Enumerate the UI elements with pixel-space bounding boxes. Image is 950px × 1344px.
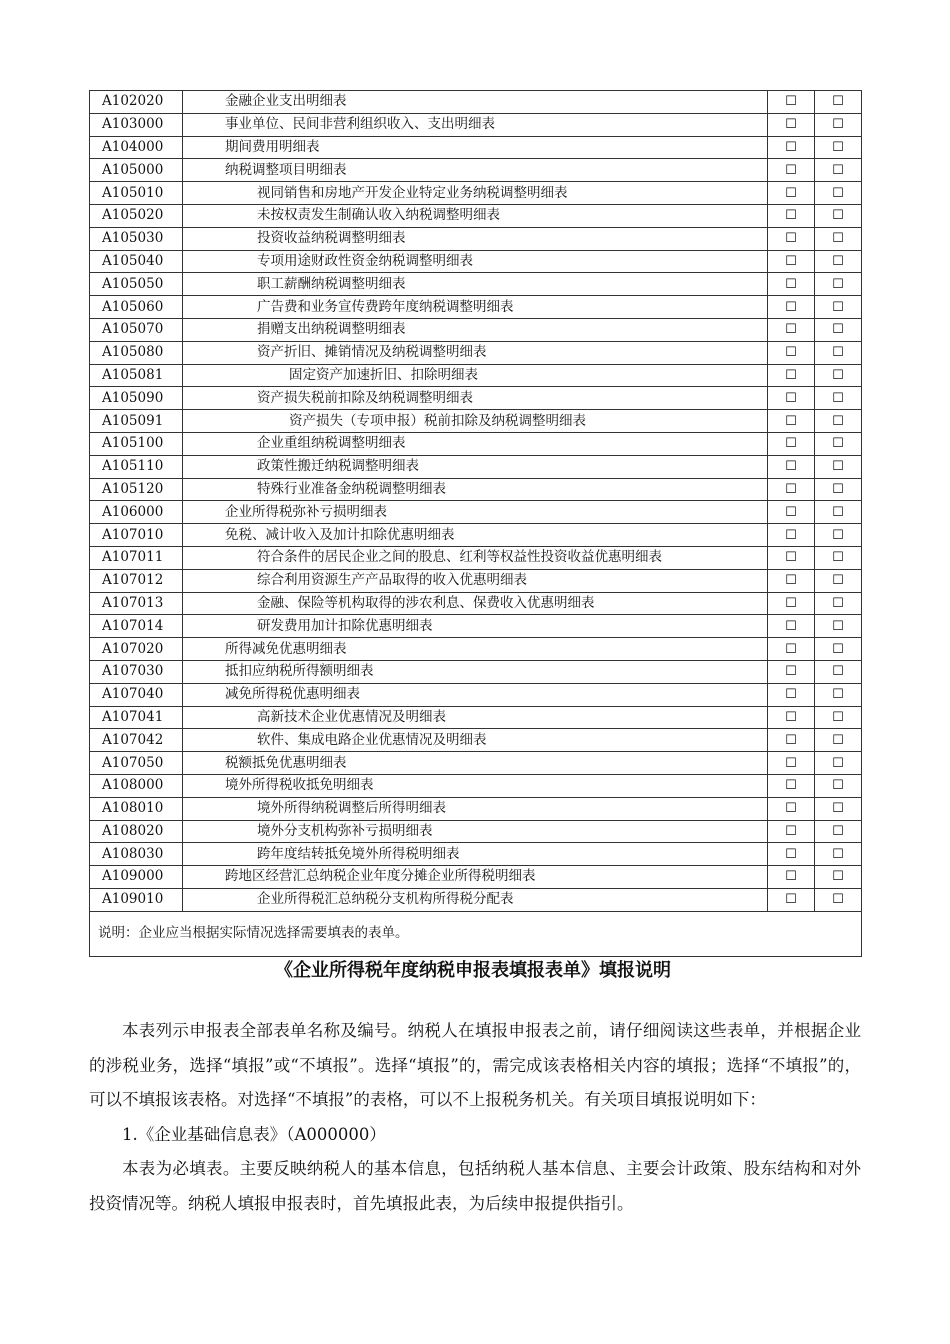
table-row bbox=[90, 91, 862, 114]
no-fill-checkbox[interactable]: ☐ bbox=[815, 227, 862, 250]
table-row bbox=[90, 410, 862, 433]
form-list-table bbox=[89, 90, 862, 957]
fill-checkbox[interactable]: ☐ bbox=[768, 182, 815, 205]
table-row bbox=[90, 774, 862, 797]
form-name: 跨地区经营汇总纳税企业年度分摊企业所得税明细表 bbox=[225, 868, 536, 885]
table-row bbox=[90, 227, 862, 250]
form-name: 特殊行业准备金纳税调整明细表 bbox=[257, 480, 446, 497]
instructions-body bbox=[89, 1014, 861, 1221]
no-fill-checkbox[interactable]: ☐ bbox=[815, 136, 862, 159]
table-row bbox=[90, 660, 862, 683]
form-name: 固定资产加速折旧、扣除明细表 bbox=[289, 366, 478, 383]
form-name: 广告费和业务宣传费跨年度纳税调整明细表 bbox=[257, 298, 514, 315]
no-fill-checkbox[interactable]: ☐ bbox=[815, 524, 862, 547]
no-fill-checkbox[interactable]: ☐ bbox=[815, 364, 862, 387]
fill-checkbox[interactable]: ☐ bbox=[768, 683, 815, 706]
form-code: A107041 bbox=[90, 706, 183, 729]
form-name: 政策性搬迁纳税调整明细表 bbox=[257, 458, 419, 475]
form-code: A105030 bbox=[90, 227, 183, 250]
no-fill-checkbox[interactable]: ☐ bbox=[815, 752, 862, 775]
table-row bbox=[90, 273, 862, 296]
fill-checkbox[interactable]: ☐ bbox=[768, 478, 815, 501]
no-fill-checkbox[interactable]: ☐ bbox=[815, 866, 862, 889]
table-row bbox=[90, 592, 862, 615]
item-heading: 1.《企业基础信息表》（A000000） bbox=[122, 1124, 386, 1144]
form-name-cell bbox=[183, 410, 768, 433]
table-row bbox=[90, 455, 862, 478]
form-name-cell bbox=[183, 273, 768, 296]
table-row bbox=[90, 888, 862, 911]
fill-checkbox[interactable]: ☐ bbox=[768, 524, 815, 547]
form-name: 综合利用资源生产产品取得的收入优惠明细表 bbox=[257, 572, 527, 589]
fill-checkbox[interactable]: ☐ bbox=[768, 136, 815, 159]
form-code: A105020 bbox=[90, 204, 183, 227]
form-name-cell bbox=[183, 752, 768, 775]
table-row bbox=[90, 182, 862, 205]
form-name: 符合条件的居民企业之间的股息、红利等权益性投资收益优惠明细表 bbox=[257, 549, 662, 566]
form-code: A107050 bbox=[90, 752, 183, 775]
form-name: 资产折旧、摊销情况及纳税调整明细表 bbox=[257, 344, 487, 361]
table-note: 说明：企业应当根据实际情况选择需要填表的表单。 bbox=[90, 911, 862, 956]
form-name-cell bbox=[183, 774, 768, 797]
form-name-cell bbox=[183, 204, 768, 227]
table-row bbox=[90, 159, 862, 182]
form-code: A105070 bbox=[90, 318, 183, 341]
no-fill-checkbox[interactable]: ☐ bbox=[815, 478, 862, 501]
table-row bbox=[90, 797, 862, 820]
form-list-body bbox=[90, 91, 862, 912]
form-name: 软件、集成电路企业优惠情况及明细表 bbox=[257, 731, 487, 748]
no-fill-checkbox[interactable]: ☐ bbox=[815, 592, 862, 615]
form-code: A102020 bbox=[90, 91, 183, 114]
form-name-cell bbox=[183, 615, 768, 638]
no-fill-checkbox[interactable]: ☐ bbox=[815, 273, 862, 296]
table-row bbox=[90, 546, 862, 569]
form-name-cell bbox=[183, 341, 768, 364]
no-fill-checkbox[interactable]: ☐ bbox=[815, 820, 862, 843]
form-name: 境外所得纳税调整后所得明细表 bbox=[257, 800, 446, 817]
table-row bbox=[90, 318, 862, 341]
table-row bbox=[90, 432, 862, 455]
table-row bbox=[90, 729, 862, 752]
no-fill-checkbox[interactable]: ☐ bbox=[815, 182, 862, 205]
fill-checkbox[interactable]: ☐ bbox=[768, 91, 815, 114]
form-name: 职工薪酬纳税调整明细表 bbox=[257, 275, 406, 292]
no-fill-checkbox[interactable]: ☐ bbox=[815, 797, 862, 820]
form-name: 所得减免优惠明细表 bbox=[225, 640, 347, 657]
fill-checkbox[interactable]: ☐ bbox=[768, 318, 815, 341]
note-row bbox=[90, 911, 862, 956]
fill-checkbox[interactable]: ☐ bbox=[768, 866, 815, 889]
form-name-cell bbox=[183, 638, 768, 661]
table-row bbox=[90, 250, 862, 273]
form-code: A106000 bbox=[90, 501, 183, 524]
form-name-cell bbox=[183, 888, 768, 911]
fill-checkbox[interactable]: ☐ bbox=[768, 455, 815, 478]
fill-checkbox[interactable]: ☐ bbox=[768, 774, 815, 797]
fill-checkbox[interactable]: ☐ bbox=[768, 227, 815, 250]
no-fill-checkbox[interactable]: ☐ bbox=[815, 341, 862, 364]
table-row bbox=[90, 569, 862, 592]
table-row bbox=[90, 478, 862, 501]
table-row bbox=[90, 683, 862, 706]
form-name-cell bbox=[183, 478, 768, 501]
intro-paragraph: 本表列示申报表全部表单名称及编号。纳税人在填报申报表之前，请仔细阅读这些表单，并根据企业的涉税业务，选择“填报”或“不填报”。选择“填报”的，需完成该表格相关内容的填报；选择“不填报”的，可以不填报该表格。对选择“不填报”的表格，可以不上报税务机关。有关项目填报说明如下： bbox=[89, 1021, 861, 1109]
fill-checkbox[interactable]: ☐ bbox=[768, 706, 815, 729]
form-code: A107010 bbox=[90, 524, 183, 547]
no-fill-checkbox[interactable]: ☐ bbox=[815, 501, 862, 524]
form-name-cell bbox=[183, 250, 768, 273]
form-code: A109000 bbox=[90, 866, 183, 889]
form-code: A105090 bbox=[90, 387, 183, 410]
form-name: 未按权责发生制确认收入纳税调整明细表 bbox=[257, 207, 500, 224]
form-list-section bbox=[89, 90, 857, 957]
form-name: 高新技术企业优惠情况及明细表 bbox=[257, 708, 446, 725]
form-code: A107011 bbox=[90, 546, 183, 569]
fill-checkbox[interactable]: ☐ bbox=[768, 569, 815, 592]
form-name-cell bbox=[183, 524, 768, 547]
fill-checkbox[interactable]: ☐ bbox=[768, 204, 815, 227]
no-fill-checkbox[interactable]: ☐ bbox=[815, 638, 862, 661]
form-name: 企业重组纳税调整明细表 bbox=[257, 435, 406, 452]
form-name: 纳税调整项目明细表 bbox=[225, 161, 347, 178]
form-name-cell bbox=[183, 364, 768, 387]
form-name: 视同销售和房地产开发企业特定业务纳税调整明细表 bbox=[257, 184, 568, 201]
table-row bbox=[90, 706, 862, 729]
table-row bbox=[90, 843, 862, 866]
no-fill-checkbox[interactable]: ☐ bbox=[815, 204, 862, 227]
no-fill-checkbox[interactable]: ☐ bbox=[815, 843, 862, 866]
form-name-cell bbox=[183, 182, 768, 205]
form-code: A107030 bbox=[90, 660, 183, 683]
no-fill-checkbox[interactable]: ☐ bbox=[815, 546, 862, 569]
form-name: 研发费用加计扣除优惠明细表 bbox=[257, 617, 433, 634]
fill-checkbox[interactable]: ☐ bbox=[768, 364, 815, 387]
form-name-cell bbox=[183, 318, 768, 341]
form-name-cell bbox=[183, 729, 768, 752]
table-row bbox=[90, 752, 862, 775]
fill-checkbox[interactable]: ☐ bbox=[768, 592, 815, 615]
form-code: A108000 bbox=[90, 774, 183, 797]
form-code: A107040 bbox=[90, 683, 183, 706]
no-fill-checkbox[interactable]: ☐ bbox=[815, 91, 862, 114]
item-paragraph: 本表为必填表。主要反映纳税人的基本信息，包括纳税人基本信息、主要会计政策、股东结构和对外投资情况等。纳税人填报申报表时，首先填报此表，为后续申报提供指引。 bbox=[89, 1159, 861, 1213]
no-fill-checkbox[interactable]: ☐ bbox=[815, 250, 862, 273]
fill-checkbox[interactable]: ☐ bbox=[768, 296, 815, 319]
form-name-cell bbox=[183, 683, 768, 706]
form-code: A108030 bbox=[90, 843, 183, 866]
no-fill-checkbox[interactable]: ☐ bbox=[815, 660, 862, 683]
form-code: A107013 bbox=[90, 592, 183, 615]
fill-checkbox[interactable]: ☐ bbox=[768, 501, 815, 524]
form-name-cell bbox=[183, 797, 768, 820]
table-row bbox=[90, 204, 862, 227]
form-code: A105040 bbox=[90, 250, 183, 273]
form-name: 抵扣应纳税所得额明细表 bbox=[225, 663, 374, 680]
form-name-cell bbox=[183, 843, 768, 866]
form-name-cell bbox=[183, 387, 768, 410]
table-row bbox=[90, 113, 862, 136]
form-code: A105060 bbox=[90, 296, 183, 319]
table-row bbox=[90, 341, 862, 364]
form-name-cell bbox=[183, 455, 768, 478]
fill-checkbox[interactable]: ☐ bbox=[768, 546, 815, 569]
form-name-cell bbox=[183, 227, 768, 250]
fill-checkbox[interactable]: ☐ bbox=[768, 341, 815, 364]
form-name: 税额抵免优惠明细表 bbox=[225, 754, 347, 771]
form-name-cell bbox=[183, 820, 768, 843]
form-name-cell bbox=[183, 432, 768, 455]
no-fill-checkbox[interactable]: ☐ bbox=[815, 159, 862, 182]
form-name: 免税、减计收入及加计扣除优惠明细表 bbox=[225, 526, 455, 543]
form-name-cell bbox=[183, 569, 768, 592]
no-fill-checkbox[interactable]: ☐ bbox=[815, 455, 862, 478]
no-fill-checkbox[interactable]: ☐ bbox=[815, 729, 862, 752]
no-fill-checkbox[interactable]: ☐ bbox=[815, 683, 862, 706]
table-row bbox=[90, 296, 862, 319]
table-row bbox=[90, 866, 862, 889]
no-fill-checkbox[interactable]: ☐ bbox=[815, 706, 862, 729]
table-row bbox=[90, 364, 862, 387]
form-name: 金融、保险等机构取得的涉农利息、保费收入优惠明细表 bbox=[257, 594, 595, 611]
no-fill-checkbox[interactable]: ☐ bbox=[815, 615, 862, 638]
form-name-cell bbox=[183, 546, 768, 569]
form-name: 专项用途财政性资金纳税调整明细表 bbox=[257, 252, 473, 269]
table-row bbox=[90, 136, 862, 159]
form-code: A105120 bbox=[90, 478, 183, 501]
fill-checkbox[interactable]: ☐ bbox=[768, 638, 815, 661]
no-fill-checkbox[interactable]: ☐ bbox=[815, 387, 862, 410]
form-name-cell bbox=[183, 91, 768, 114]
no-fill-checkbox[interactable]: ☐ bbox=[815, 113, 862, 136]
form-code: A107014 bbox=[90, 615, 183, 638]
form-name: 资产损失（专项申报）税前扣除及纳税调整明细表 bbox=[289, 412, 586, 429]
table-row bbox=[90, 501, 862, 524]
form-name-cell bbox=[183, 113, 768, 136]
form-code: A105081 bbox=[90, 364, 183, 387]
form-code: A108020 bbox=[90, 820, 183, 843]
fill-checkbox[interactable]: ☐ bbox=[768, 843, 815, 866]
no-fill-checkbox[interactable]: ☐ bbox=[815, 410, 862, 433]
no-fill-checkbox[interactable]: ☐ bbox=[815, 888, 862, 911]
form-code: A105080 bbox=[90, 341, 183, 364]
table-row bbox=[90, 615, 862, 638]
form-name: 境外所得税收抵免明细表 bbox=[225, 777, 374, 794]
form-name-cell bbox=[183, 866, 768, 889]
no-fill-checkbox[interactable]: ☐ bbox=[815, 296, 862, 319]
table-row bbox=[90, 387, 862, 410]
form-name: 跨年度结转抵免境外所得税明细表 bbox=[257, 845, 460, 862]
form-name-cell bbox=[183, 159, 768, 182]
fill-checkbox[interactable]: ☐ bbox=[768, 273, 815, 296]
fill-checkbox[interactable]: ☐ bbox=[768, 250, 815, 273]
table-row bbox=[90, 524, 862, 547]
fill-checkbox[interactable]: ☐ bbox=[768, 432, 815, 455]
form-name: 境外分支机构弥补亏损明细表 bbox=[257, 822, 433, 839]
form-name-cell bbox=[183, 706, 768, 729]
form-name: 捐赠支出纳税调整明细表 bbox=[257, 321, 406, 338]
form-name: 资产损失税前扣除及纳税调整明细表 bbox=[257, 389, 473, 406]
form-code: A107012 bbox=[90, 569, 183, 592]
form-name-cell bbox=[183, 296, 768, 319]
form-name-cell bbox=[183, 660, 768, 683]
form-code: A105000 bbox=[90, 159, 183, 182]
fill-checkbox[interactable]: ☐ bbox=[768, 113, 815, 136]
form-code: A105050 bbox=[90, 273, 183, 296]
form-name: 金融企业支出明细表 bbox=[225, 93, 347, 110]
no-fill-checkbox[interactable]: ☐ bbox=[815, 318, 862, 341]
fill-checkbox[interactable]: ☐ bbox=[768, 159, 815, 182]
fill-checkbox[interactable]: ☐ bbox=[768, 752, 815, 775]
no-fill-checkbox[interactable]: ☐ bbox=[815, 569, 862, 592]
fill-checkbox[interactable]: ☐ bbox=[768, 387, 815, 410]
form-code: A107020 bbox=[90, 638, 183, 661]
form-name: 企业所得税弥补亏损明细表 bbox=[225, 503, 387, 520]
fill-checkbox[interactable]: ☐ bbox=[768, 797, 815, 820]
form-code: A108010 bbox=[90, 797, 183, 820]
form-name: 投资收益纳税调整明细表 bbox=[257, 230, 406, 247]
fill-checkbox[interactable]: ☐ bbox=[768, 660, 815, 683]
form-code: A105110 bbox=[90, 455, 183, 478]
form-code: A107042 bbox=[90, 729, 183, 752]
fill-checkbox[interactable]: ☐ bbox=[768, 820, 815, 843]
form-code: A109010 bbox=[90, 888, 183, 911]
fill-checkbox[interactable]: ☐ bbox=[768, 410, 815, 433]
form-code: A105091 bbox=[90, 410, 183, 433]
table-row bbox=[90, 638, 862, 661]
form-code: A105010 bbox=[90, 182, 183, 205]
form-name-cell bbox=[183, 136, 768, 159]
form-code: A105100 bbox=[90, 432, 183, 455]
form-name: 减免所得税优惠明细表 bbox=[225, 686, 360, 703]
form-code: A104000 bbox=[90, 136, 183, 159]
no-fill-checkbox[interactable]: ☐ bbox=[815, 774, 862, 797]
fill-checkbox[interactable]: ☐ bbox=[768, 888, 815, 911]
form-name-cell bbox=[183, 592, 768, 615]
form-name: 企业所得税汇总纳税分支机构所得税分配表 bbox=[257, 891, 514, 908]
instructions-title: 《企业所得税年度纳税申报表填报表单》填报说明 bbox=[275, 960, 671, 981]
form-code: A103000 bbox=[90, 113, 183, 136]
form-name: 事业单位、民间非营利组织收入、支出明细表 bbox=[225, 116, 495, 133]
fill-checkbox[interactable]: ☐ bbox=[768, 615, 815, 638]
table-row bbox=[90, 820, 862, 843]
no-fill-checkbox[interactable]: ☐ bbox=[815, 432, 862, 455]
fill-checkbox[interactable]: ☐ bbox=[768, 729, 815, 752]
form-name-cell bbox=[183, 501, 768, 524]
form-name: 期间费用明细表 bbox=[225, 138, 320, 155]
